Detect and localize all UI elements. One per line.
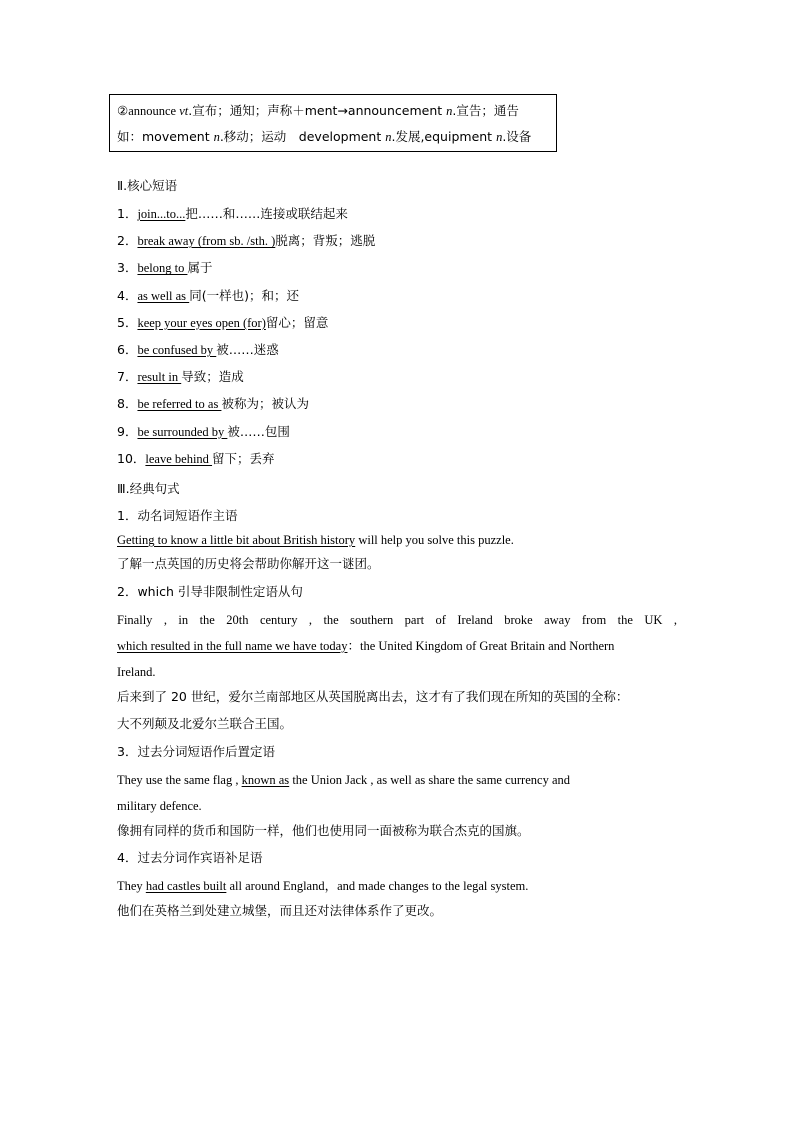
phrase-number: 1． [117, 206, 138, 221]
phrase-english: break away (from sb. /sth. ) [137, 234, 276, 249]
phrase-item [117, 315, 328, 331]
note-line-1: ②announce vt.宣布；通知；声称＋ment→announcement n.宣告；通告 [117, 103, 519, 118]
phrase-english: result in [137, 370, 182, 385]
phrase-item [117, 369, 244, 385]
note-line-2: 如：movement n.移动；运动 development n.发展,equipment n.设备 [117, 129, 532, 144]
example-sentence-2-en-line-1: Finally , in the 20th century , the southern part of Ireland broke away from the UK , [117, 613, 677, 627]
sentence-type-title-2: 2．which 引导非限制性定语从句 [117, 584, 303, 599]
phrase-meaning: 导致；造成 [181, 369, 244, 385]
example-sentence-3-cn: 像拥有同样的货币和国防一样，他们也使用同一面被称为联合杰克的国旗。 [117, 823, 530, 838]
phrase-item [117, 288, 299, 304]
phrase-english: belong to [137, 261, 188, 276]
phrase-meaning: 留心；留意 [265, 314, 329, 330]
phrase-number: 5． [117, 314, 138, 330]
phrase-item [117, 424, 290, 440]
phrase-item [117, 396, 309, 412]
phrase-item [117, 233, 375, 249]
example-sentence-4-cn: 他们在英格兰到处建立城堡，而且还对法律体系作了更改。 [117, 903, 443, 918]
phrase-item [117, 206, 348, 222]
example-sentence-1-cn: 了解一点英国的历史将会帮助你解开这一谜团。 [117, 556, 380, 571]
phrase-number: 4． [117, 287, 138, 303]
phrase-meaning: 被……包围 [227, 423, 290, 439]
phrase-number: 7． [117, 369, 138, 385]
phrase-meaning: 同(一样也)；和；还 [189, 287, 299, 303]
phrase-number: 6． [117, 342, 138, 357]
example-sentence-3-en-line-1: They use the same flag , known as the Union Jack , as well as share the same currency and [117, 773, 570, 787]
phrase-number: 9． [117, 423, 138, 439]
phrase-number: 3． [117, 260, 138, 276]
phrase-number: 10． [117, 450, 146, 466]
phrase-english: join...to... [137, 207, 186, 221]
sentence-type-title-1: 1．动名词短语作主语 [117, 508, 238, 523]
example-sentence-2-en-line-3: Ireland. [117, 665, 156, 679]
example-sentence-2-cn-line-1: 后来到了 20 世纪，爱尔兰南部地区从英国脱离出去，这才有了我们现在所知的英国的全称： [117, 689, 629, 704]
phrase-meaning: 留下；丢弃 [212, 450, 275, 466]
section-heading-classic-sentences: Ⅲ.经典句式 [117, 481, 180, 496]
example-sentence-2-cn-line-2: 大不列颠及北爱尔兰联合王国。 [117, 716, 293, 731]
example-sentence-1-en: Getting to know a little bit about British history will help you solve this puzzle. [117, 533, 514, 547]
phrase-meaning: 把……和……连接或联结起来 [185, 206, 348, 221]
phrase-item [117, 451, 275, 467]
phrase-meaning: 脱离；背叛；逃脱 [275, 233, 376, 249]
phrase-english: be surrounded by [137, 424, 228, 439]
phrase-english: be confused by [137, 343, 217, 357]
phrase-english: keep your eyes open (for) [137, 315, 266, 330]
word-formation-note-box [109, 94, 557, 152]
example-sentence-4-en: They had castles built all around England，and made changes to the legal system. [117, 879, 529, 893]
phrase-meaning: 被称为；被认为 [221, 396, 309, 412]
sentence-type-title-3: 3．过去分词短语作后置定语 [117, 744, 275, 759]
phrase-number: 8． [117, 396, 138, 412]
phrase-english: be referred to as [137, 397, 222, 412]
sentence-type-title-4: 4．过去分词作宾语补足语 [117, 850, 263, 865]
phrase-item [117, 260, 212, 276]
phrase-number: 2． [117, 233, 138, 249]
phrase-item [117, 342, 279, 358]
phrase-meaning: 被……迷惑 [216, 342, 279, 357]
example-sentence-3-en-line-2: military defence. [117, 799, 202, 813]
phrase-english: as well as [137, 288, 190, 303]
section-heading-core-phrases: Ⅱ.核心短语 [117, 178, 178, 193]
example-sentence-2-en-line-2: which resulted in the full name we have today：the United Kingdom of Great Britain and Northern [117, 639, 615, 653]
phrase-meaning: 属于 [187, 260, 213, 276]
phrase-english: leave behind [145, 451, 213, 466]
